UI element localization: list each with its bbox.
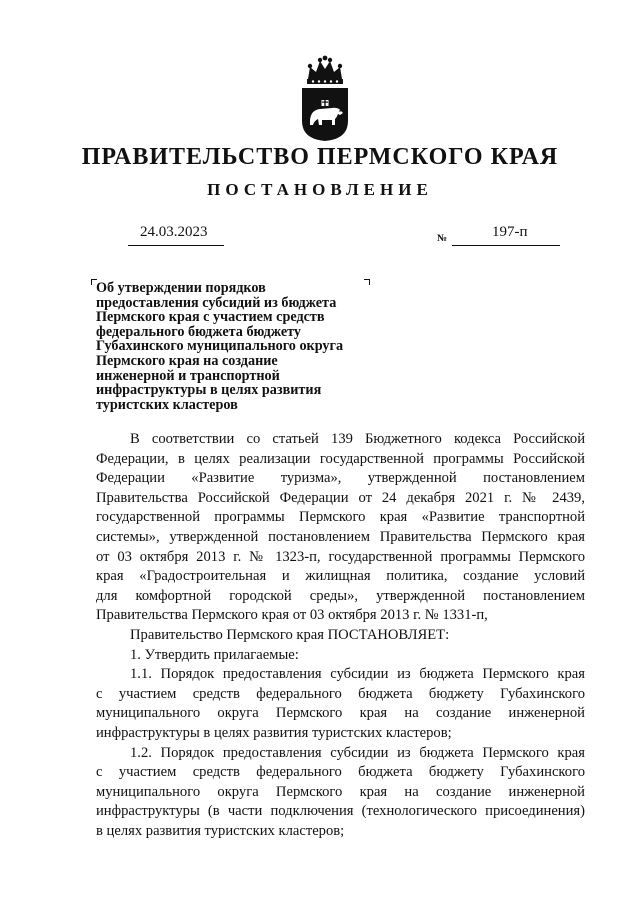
document-number: 197-п [492,224,528,240]
body-line: Федерации «Развитие туризма», утвержденной постановлением [96,470,585,487]
body-line: Правительства Российской Федерации от 24 декабря 2021 г. № 2439, [96,489,585,506]
document-subject [96,281,396,412]
body-line: муниципального округа Пермского края на создание инженерной [96,783,585,800]
body-line: от 03 октября 2013 г. № 1323-п, государственной программы Пермского [96,548,585,565]
body-line: Правительство Пермского края ПОСТАНОВЛЯЕТ: [130,626,450,643]
document-date: 24.03.2023 [140,224,208,240]
subject-line: туристских кластеров [96,396,238,413]
coat-of-arms-icon [298,55,352,141]
document-kind: ПОСТАНОВЛЕНИЕ [207,180,433,199]
subject-line: инженерной и транспортной [96,367,280,384]
number-underline [452,245,560,246]
body-line: Правительства Пермского края от 03 октября 2013 г. № 1331-п, [96,607,488,624]
body-line: В соответствии со статьей 139 Бюджетного кодекса Российской [130,431,585,447]
subject-line: федерального бюджета бюджету [96,323,302,340]
body-line: 1.1. Порядок предоставления субсидии из бюджета Пермского края [130,666,585,683]
body-line: в целях развития туристских кластеров; [96,822,345,839]
number-label: № [437,233,448,244]
body-line: с участием средств федерального бюджета бюджету Губахинского [96,764,585,781]
body-line: муниципального округа Пермского края на создание инженерной [96,705,585,722]
subject-line: Пермского края на создание [96,352,278,369]
document-body [96,430,585,841]
body-line: для комфортной городской среды», утвержденной постановлением [96,587,585,604]
body-line: государственной программы Пермского края «Развитие транспортной [96,509,585,526]
body-line: инфраструктуры в целях развития туристских кластеров; [96,724,452,741]
body-line: системы», утвержденной постановлением Правительства Пермского края [96,528,585,545]
body-line: края «Градостроительная и жилищная политика, создание условий [96,568,585,585]
government-title: ПРАВИТЕЛЬСТВО ПЕРМСКОГО КРАЯ [81,144,559,170]
subject-line: Губахинского муниципального округа [96,338,344,355]
body-line: инфраструктуры (в части подключения (технологического присоединения) [96,803,585,820]
body-line: с участием средств федерального бюджета бюджету Губахинского [96,685,585,702]
body-line: Федерации, в целях реализации государственной программы Российской [96,450,585,467]
body-line: 1. Утвердить прилагаемые: [130,646,299,663]
subject-line: Об утверждении порядков [96,280,266,296]
subject-line: инфраструктуры в целях развития [96,382,322,399]
subject-line: Пермского края с участием средств [96,309,325,326]
subject-line: предоставления субсидий из бюджета [96,294,337,311]
date-underline [128,245,224,246]
body-line: 1.2. Порядок предоставления субсидии из бюджета Пермского края [130,744,585,761]
